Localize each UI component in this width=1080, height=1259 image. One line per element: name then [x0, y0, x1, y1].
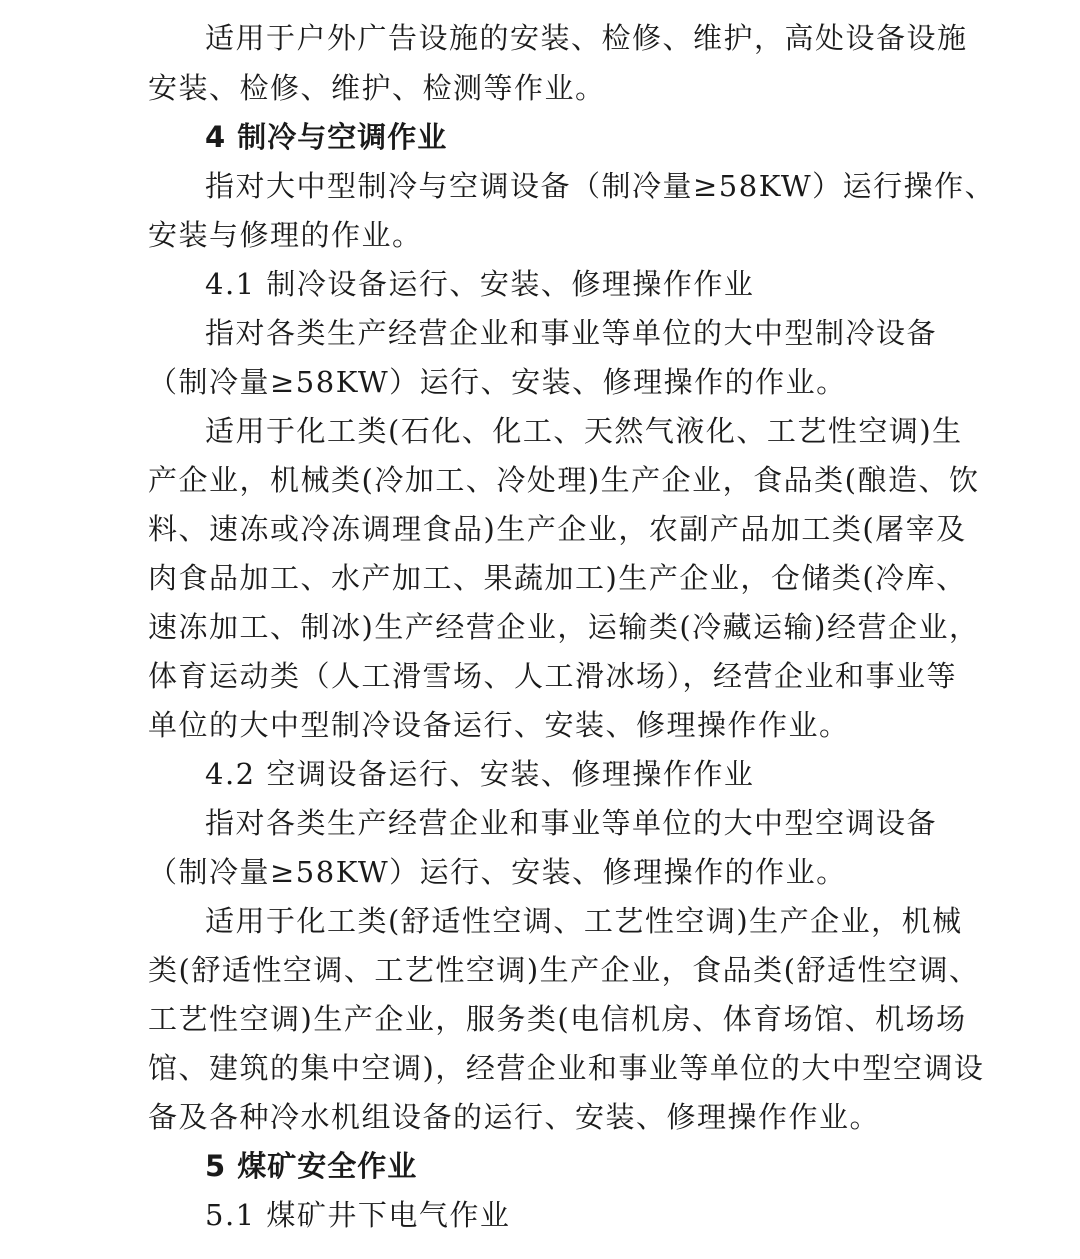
- paragraph-line: 适用于化工类(舒适性空调、工艺性空调)生产企业，机械: [205, 904, 963, 938]
- paragraph-line: 备及各种冷水机组设备的运行、安装、修理操作作业。: [148, 1100, 881, 1134]
- subsection-heading-4-1: 4.1 制冷设备运行、安装、修理操作作业: [205, 267, 755, 301]
- subsection-heading-4-2: 4.2 空调设备运行、安装、修理操作作业: [205, 757, 755, 791]
- paragraph-line: 馆、建筑的集中空调)，经营企业和事业等单位的大中型空调设: [148, 1051, 985, 1085]
- section-heading-5: 5 煤矿安全作业: [205, 1149, 418, 1183]
- paragraph-line: 速冻加工、制冰)生产经营企业，运输类(冷藏运输)经营企业，: [148, 610, 980, 644]
- paragraph-line: 指对大中型制冷与空调设备（制冷量≥58KW）运行操作、: [205, 169, 996, 203]
- paragraph-line: 单位的大中型制冷设备运行、安装、修理操作作业。: [148, 708, 850, 742]
- paragraph-line: （制冷量≥58KW）运行、安装、修理操作的作业。: [148, 365, 847, 399]
- paragraph-line: 适用于化工类(石化、化工、天然气液化、工艺性空调)生: [205, 414, 963, 448]
- paragraph-line: 安装、检修、维护、检测等作业。: [148, 71, 606, 105]
- section-heading-4: 4 制冷与空调作业: [205, 120, 448, 154]
- paragraph-line: 安装与修理的作业。: [148, 218, 423, 252]
- paragraph-line: 体育运动类（人工滑雪场、人工滑冰场），经营企业和事业等: [148, 659, 958, 693]
- paragraph-line: 适用于户外广告设施的安装、检修、维护，高处设备设施: [205, 21, 968, 55]
- paragraph-line: （制冷量≥58KW）运行、安装、修理操作的作业。: [148, 855, 847, 889]
- paragraph-line: 肉食品加工、水产加工、果蔬加工)生产企业，仓储类(冷库、: [148, 561, 967, 595]
- paragraph-line: 工艺性空调)生产企业，服务类(电信机房、体育场馆、机场场: [148, 1002, 967, 1036]
- paragraph-line: 料、速冻或冷冻调理食品)生产企业，农副产品加工类(屠宰及: [148, 512, 967, 546]
- paragraph-line: 指对各类生产经营企业和事业等单位的大中型制冷设备: [205, 316, 938, 350]
- subsection-heading-5-1: 5.1 煤矿井下电气作业: [205, 1198, 511, 1232]
- paragraph-line: 类(舒适性空调、工艺性空调)生产企业，食品类(舒适性空调、: [148, 953, 980, 987]
- paragraph-line: 指对各类生产经营企业和事业等单位的大中型空调设备: [205, 806, 938, 840]
- paragraph-line: 产企业，机械类(冷加工、冷处理)生产企业，食品类(酿造、饮: [148, 463, 980, 497]
